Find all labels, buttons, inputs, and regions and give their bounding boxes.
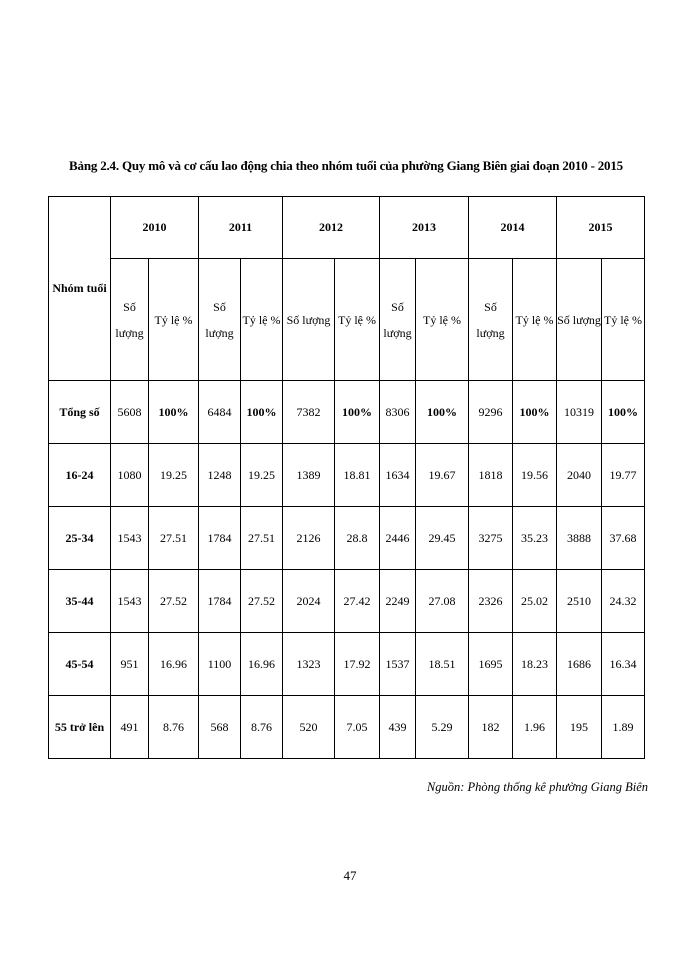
table-row [49,696,645,759]
year-header: 2013 [380,197,469,259]
table-cell: 951 [111,633,149,696]
row-label: Tổng số [49,381,111,444]
table-cell: 1248 [199,444,241,507]
quantity-header: Số lượng [199,259,241,381]
percent-header: Tỷ lệ % [602,259,645,381]
table-row [49,507,645,570]
table-cell: 16.96 [149,633,199,696]
table-cell: 19.56 [513,444,557,507]
table-cell: 19.67 [416,444,469,507]
table-cell: 100% [335,381,380,444]
table-cell: 1634 [380,444,416,507]
table-cell: 9296 [469,381,513,444]
table-cell: 16.96 [241,633,283,696]
table-cell: 8306 [380,381,416,444]
table-cell: 24.32 [602,570,645,633]
table-cell: 100% [241,381,283,444]
row-label: 55 trở lên [49,696,111,759]
table-cell: 7.05 [335,696,380,759]
table-cell: 27.52 [241,570,283,633]
row-label: 45-54 [49,633,111,696]
table-row [49,633,645,696]
percent-header: Tỷ lệ % [416,259,469,381]
quantity-header: Số lượng [283,259,335,381]
year-header: 2014 [469,197,557,259]
table-cell: 27.51 [241,507,283,570]
table-cell: 1080 [111,444,149,507]
table-cell: 19.25 [149,444,199,507]
table-cell: 27.52 [149,570,199,633]
page-number: 47 [343,868,357,883]
table-cell: 28.8 [335,507,380,570]
table-cell: 25.02 [513,570,557,633]
table-cell: 2040 [557,444,602,507]
table-cell: 2249 [380,570,416,633]
table-cell: 16.34 [602,633,645,696]
source-note: Nguồn: Phòng thống kê phường Giang Biên [426,780,648,794]
table-cell: 1323 [283,633,335,696]
table-cell: 195 [557,696,602,759]
table-cell: 520 [283,696,335,759]
table-cell: 27.51 [149,507,199,570]
table-cell: 1695 [469,633,513,696]
table-cell: 27.42 [335,570,380,633]
table-cell: 3275 [469,507,513,570]
table-cell: 1784 [199,507,241,570]
table-row [49,444,645,507]
table-cell: 29.45 [416,507,469,570]
table-row [49,570,645,633]
table-cell: 37.68 [602,507,645,570]
labor-age-table [48,196,645,759]
table-cell: 2510 [557,570,602,633]
year-header: 2015 [557,197,645,259]
table-cell: 3888 [557,507,602,570]
percent-header: Tỷ lệ % [513,259,557,381]
row-label: 25-34 [49,507,111,570]
table-cell: 2024 [283,570,335,633]
table-cell: 27.08 [416,570,469,633]
table-cell: 10319 [557,381,602,444]
table-cell: 1543 [111,507,149,570]
percent-header: Tỷ lệ % [149,259,199,381]
table-cell: 2446 [380,507,416,570]
table-cell: 17.92 [335,633,380,696]
table-row-total [49,381,645,444]
quantity-header: Số lượng [380,259,416,381]
year-header: 2010 [111,197,199,259]
percent-header: Tỷ lệ % [241,259,283,381]
table-cell: 1543 [111,570,149,633]
table-cell: 2326 [469,570,513,633]
table-cell: 19.77 [602,444,645,507]
quantity-header: Số lượng [111,259,149,381]
table-cell: 18.51 [416,633,469,696]
table-cell: 19.25 [241,444,283,507]
table-cell: 7382 [283,381,335,444]
quantity-header: Số lượng [557,259,602,381]
row-label: 16-24 [49,444,111,507]
year-header: 2012 [283,197,380,259]
group-header: Nhóm tuổi [49,197,111,381]
table-cell: 1.96 [513,696,557,759]
row-label: 35-44 [49,570,111,633]
table-cell: 1100 [199,633,241,696]
table-cell: 1686 [557,633,602,696]
table-cell: 1818 [469,444,513,507]
percent-header: Tỷ lệ % [335,259,380,381]
table-cell: 6484 [199,381,241,444]
table-cell: 2126 [283,507,335,570]
year-header: 2011 [199,197,283,259]
table-cell: 100% [513,381,557,444]
table-cell: 1784 [199,570,241,633]
table-cell: 1389 [283,444,335,507]
table-cell: 35.23 [513,507,557,570]
table-cell: 8.76 [149,696,199,759]
table-cell: 18.23 [513,633,557,696]
table-cell: 5.29 [416,696,469,759]
table-cell: 18.81 [335,444,380,507]
table-cell: 100% [149,381,199,444]
table-cell: 491 [111,696,149,759]
quantity-header: Số lượng [469,259,513,381]
table-cell: 100% [602,381,645,444]
table-cell: 568 [199,696,241,759]
table-cell: 1537 [380,633,416,696]
table-caption: Bảng 2.4. Quy mô và cơ cấu lao động chia theo nhóm tuổi của phường Giang Biên giai đoạn 2010 - 2015 [69,158,623,173]
table-cell: 439 [380,696,416,759]
table-cell: 8.76 [241,696,283,759]
table-cell: 182 [469,696,513,759]
table-cell: 100% [416,381,469,444]
table-cell: 1.89 [602,696,645,759]
table-cell: 5608 [111,381,149,444]
